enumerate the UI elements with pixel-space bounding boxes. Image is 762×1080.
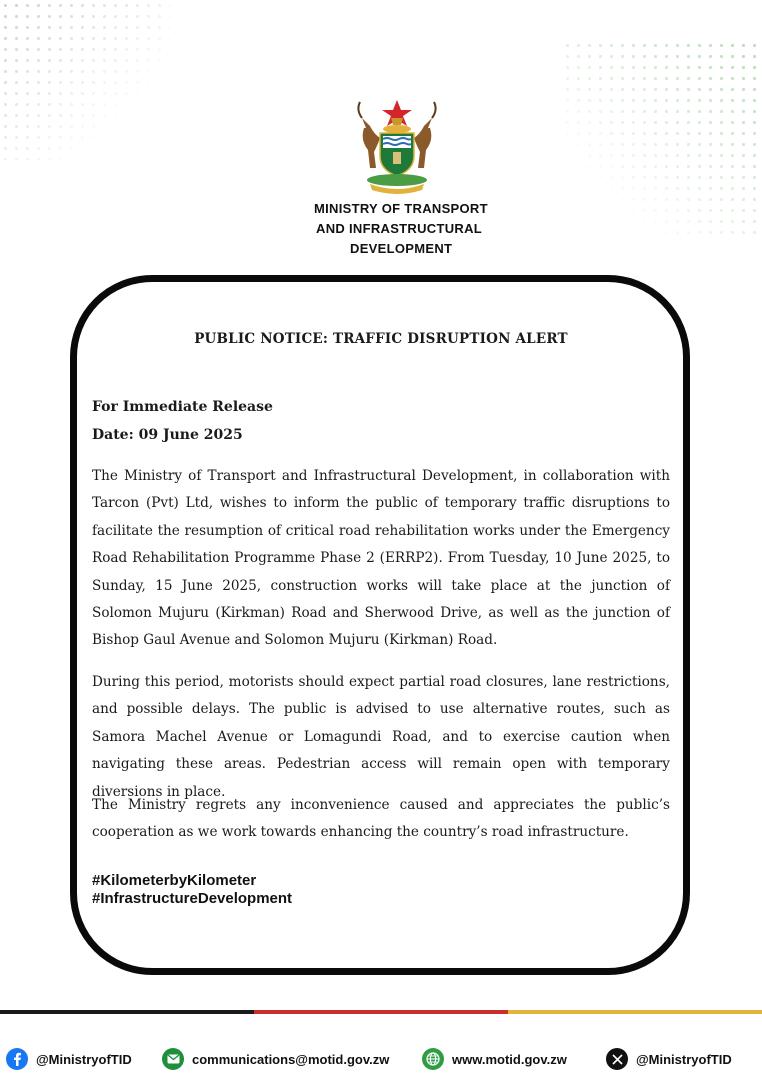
coat-of-arms-emblem xyxy=(350,98,444,194)
facebook-icon xyxy=(6,1048,28,1070)
facebook-link[interactable] xyxy=(6,1046,132,1072)
flag-color-bar xyxy=(0,1010,762,1014)
decorative-dot-pattern-right xyxy=(562,40,762,240)
footer-contacts xyxy=(0,1046,762,1076)
hashtag-infrastructure[interactable]: #InfrastructureDevelopment xyxy=(92,890,293,907)
website-link[interactable] xyxy=(422,1046,567,1072)
ministry-name-heading xyxy=(300,199,510,259)
x-icon xyxy=(606,1048,628,1070)
body-paragraph-2: During this period, motorists should expect partial road closures, lane restrictions, and possible delays. The public is advised to use alternative routes, such as Samora Machel Avenue or Lomagundi Road, and to exercise caution when navigating these areas. Pedestrian access will remain open with temporary diversions in place. xyxy=(92,674,670,800)
flag-bar-black xyxy=(0,1010,254,1014)
hashtag-kilometer[interactable]: #KilometerbyKilometer xyxy=(92,872,257,889)
hashtag-list xyxy=(92,872,292,908)
notice-title: PUBLIC NOTICE: TRAFFIC DISRUPTION ALERT xyxy=(194,331,568,347)
flag-bar-yellow xyxy=(508,1010,762,1014)
x-handle: @MinistryofTID xyxy=(636,1051,732,1067)
globe-icon xyxy=(422,1048,444,1070)
facebook-handle: @MinistryofTID xyxy=(36,1051,132,1067)
email-link[interactable] xyxy=(162,1046,389,1072)
ministry-line-2: AND INFRASTRUCTURAL xyxy=(316,221,483,236)
notice-date: Date: 09 June 2025 xyxy=(92,427,243,443)
body-paragraph-3: The Ministry regrets any inconvenience caused and appreciates the public’s cooperation as we work towards enhancing the country’s road infrastructure. xyxy=(92,797,670,841)
ministry-line-1: MINISTRY OF TRANSPORT xyxy=(314,201,488,216)
flag-bar-red xyxy=(254,1010,508,1014)
ministry-line-3: DEVELOPMENT xyxy=(350,241,453,256)
release-label: For Immediate Release xyxy=(92,399,273,415)
decorative-dot-pattern-left xyxy=(0,0,170,160)
mail-icon xyxy=(162,1048,184,1070)
x-link[interactable] xyxy=(606,1046,732,1072)
website-url: www.motid.gov.zw xyxy=(452,1051,567,1067)
email-address: communications@motid.gov.zw xyxy=(192,1051,390,1067)
body-paragraph-1: The Ministry of Transport and Infrastructural Development, in collaboration with Tarcon (Pvt) Ltd, wishes to inform the public of temporary traffic disruptions to facilitate the resumption of critical road rehabilitation works under the Emergency Road Rehabilitation Programme Phase 2 (ERRP2). From Tuesday, 10 June 2025, to Sunday, 15 June 2025, construction works will take place at the junction of Solomon Mujuru (Kirkman) Road and Sherwood Drive, as well as the junction of Bishop Gaul Avenue and Solomon Mujuru (Kirkman) Road. xyxy=(92,468,670,649)
